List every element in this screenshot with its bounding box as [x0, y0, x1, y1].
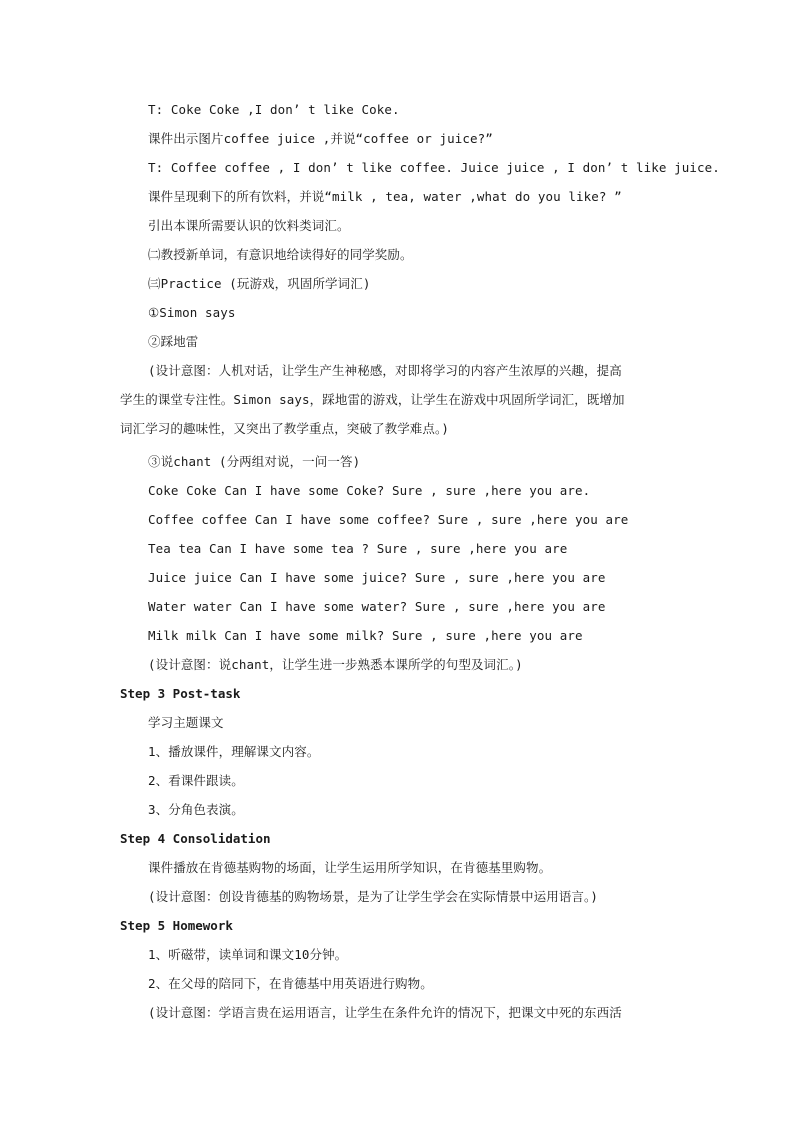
list-item: 2、看课件跟读。 — [148, 773, 244, 788]
list-item: 1、听磁带，读单词和课文10分钟。 — [148, 947, 348, 962]
text-line: T: Coffee coffee , I don’ t like coffee. Juice juice , I don’ t like juice. — [148, 160, 720, 175]
design-intent-line: 词汇学习的趣味性，又突出了教学重点，突破了教学难点。) — [120, 421, 449, 436]
chant-line: Tea tea Can I have some tea ? Sure , sure ,here you are — [148, 541, 568, 556]
section-heading: Step 3 Post-task — [120, 686, 241, 701]
text-line: 课件出示图片coffee juice ,并说“coffee or juice?” — [148, 131, 493, 146]
list-item: 学习主题课文 — [148, 715, 224, 730]
design-intent-line: (设计意图：说chant，让学生进一步熟悉本课所学的句型及词汇。) — [148, 657, 523, 672]
design-intent-line: (设计意图：创设肯德基的购物场景，是为了让学生学会在实际情景中运用语言。) — [148, 889, 599, 904]
chant-line: Milk milk Can I have some milk? Sure , sure ,here you are — [148, 628, 583, 643]
list-item: 2、在父母的陪同下，在肯德基中用英语进行购物。 — [148, 976, 433, 991]
chant-line: Water water Can I have some water? Sure , sure ,here you are — [148, 599, 606, 614]
list-item: 3、分角色表演。 — [148, 802, 244, 817]
text-line: T: Coke Coke ,I don’ t like Coke. — [148, 102, 400, 117]
text-line: ㈢Practice (玩游戏，巩固所学词汇) — [148, 276, 371, 291]
text-line: ㈡教授新单词，有意识地给读得好的同学奖励。 — [148, 247, 413, 262]
list-item: 课件播放在肯德基购物的场面，让学生运用所学知识，在肯德基里购物。 — [148, 860, 552, 875]
text-line: ②踩地雷 — [148, 334, 199, 349]
chant-line: Coke Coke Can I have some Coke? Sure , sure ,here you are. — [148, 483, 591, 498]
section-heading: Step 5 Homework — [120, 918, 233, 933]
design-intent-line: (设计意图：学语言贵在运用语言，让学生在条件允许的情况下，把课文中死的东西活 — [148, 1005, 622, 1020]
section-heading: Step 4 Consolidation — [120, 831, 271, 846]
design-intent-line: (设计意图：人机对话，让学生产生神秘感，对即将学习的内容产生浓厚的兴趣，提高 — [148, 363, 622, 378]
chant-line: Coffee coffee Can I have some coffee? Sure , sure ,here you are — [148, 512, 629, 527]
design-intent-line: 学生的课堂专注性。Simon says，踩地雷的游戏，让学生在游戏中巩固所学词汇，既增加 — [120, 392, 625, 407]
text-line: ①Simon says — [148, 305, 236, 320]
chant-line: Juice juice Can I have some juice? Sure , sure ,here you are — [148, 570, 606, 585]
list-item: 1、播放课件，理解课文内容。 — [148, 744, 320, 759]
text-line: 课件呈现剩下的所有饮料，并说“milk , tea, water ,what do you like? ” — [148, 189, 622, 204]
text-line: 引出本课所需要认识的饮料类词汇。 — [148, 218, 350, 233]
text-line: ③说chant (分两组对说，一问一答) — [148, 454, 361, 469]
